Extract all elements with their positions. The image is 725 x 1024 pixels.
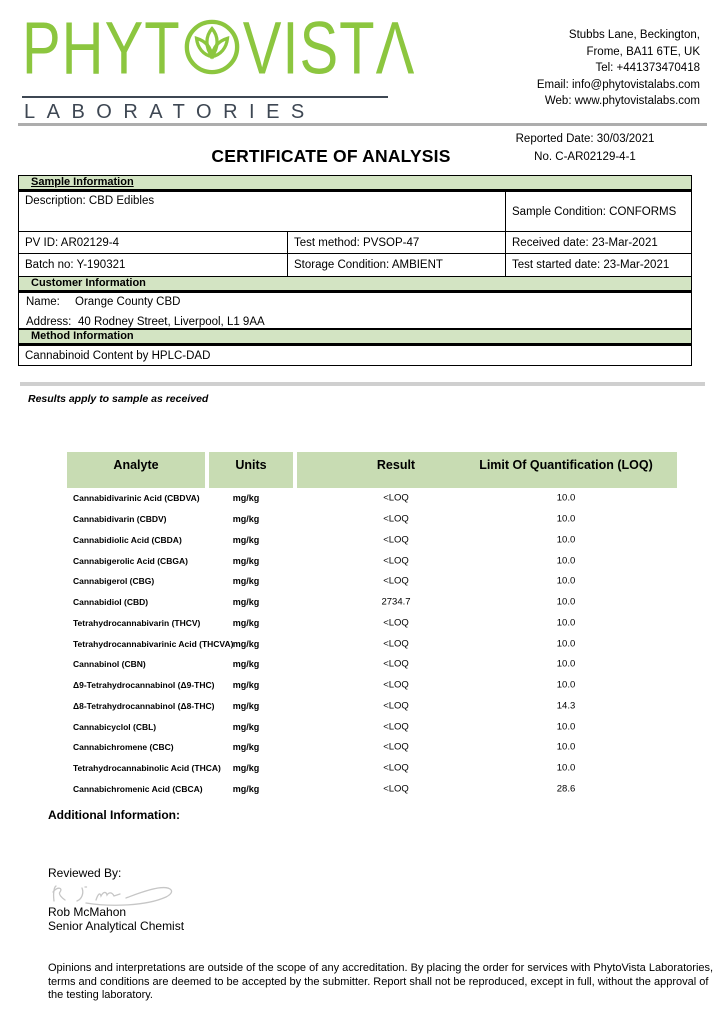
row-cell-analyte: Cannabidiol (CBD) — [73, 597, 149, 608]
row-cell-analyte: Tetrahydrocannabinolic Acid (THCA) — [73, 763, 221, 774]
cell-pv-id — [18, 231, 288, 254]
cell-test-started-date — [505, 253, 692, 277]
row-cell-loq: 10.0 — [556, 762, 576, 774]
contact-line: Tel: +441373470418 — [595, 62, 700, 74]
cell-storage-condition — [287, 253, 506, 277]
reviewer-title: Senior Analytical Chemist — [48, 919, 185, 933]
contact-line-email: Email: info@phytovistalabs.com — [536, 78, 700, 91]
cell-test-method — [287, 231, 506, 254]
section-title: Sample Information — [31, 176, 134, 188]
row-cell-units: mg/kg — [232, 742, 260, 753]
row-cell-analyte: Cannabichromene (CBC) — [73, 742, 174, 753]
row-cell-loq: 10.0 — [556, 492, 576, 504]
row-cell-units: mg/kg — [232, 617, 260, 628]
contact-line: Frome, BA11 6TE, UK — [586, 45, 700, 58]
test-started-date-text: Test started date: 23-Mar-2021 — [512, 259, 670, 271]
row-cell-loq: 10.0 — [556, 596, 576, 608]
leaf-in-circle-icon — [183, 18, 241, 80]
table-row — [60, 779, 680, 800]
method-text: Cannabinoid Content by HPLC-DAD — [25, 349, 211, 362]
section-title: Method Information — [31, 330, 134, 342]
row-cell-result: <LOQ — [383, 575, 409, 587]
customer-name-value: Orange County CBD — [75, 296, 181, 308]
table-row — [60, 716, 680, 737]
row-cell-result: <LOQ — [383, 492, 409, 504]
logo-text-lambda-a: Λ — [375, 6, 416, 90]
row-cell-analyte: Tetrahydrocannabivarinic Acid (THCVA) — [73, 638, 234, 649]
row-cell-loq: 28.6 — [556, 783, 576, 795]
table-row — [60, 675, 680, 696]
section-header-sample-information — [18, 175, 692, 191]
table-row — [60, 571, 680, 592]
footer-line: the testing laboratory. — [48, 989, 153, 1001]
row-cell-units: mg/kg — [232, 783, 260, 794]
row-cell-units: mg/kg — [232, 763, 260, 774]
row-cell-analyte: Cannabigerolic Acid (CBGA) — [73, 555, 188, 566]
row-cell-analyte: Tetrahydrocannabivarin (THCV) — [73, 617, 201, 628]
test-method-text: Test method: PVSOP-47 — [294, 236, 420, 249]
received-date-text: Received date: 23-Mar-2021 — [512, 236, 658, 249]
row-cell-analyte: Cannabidiolic Acid (CBDA) — [73, 534, 182, 545]
table-row — [60, 737, 680, 758]
reviewed-by-label: Reviewed By: — [48, 866, 122, 880]
row-cell-units: mg/kg — [232, 680, 260, 691]
reviewer-name: Rob McMahon — [48, 905, 127, 919]
row-cell-result: <LOQ — [383, 783, 409, 795]
logo-text-vist: VIST — [242, 6, 376, 90]
row-cell-loq: 14.3 — [556, 700, 576, 712]
batch-no-text: Batch no: Y-190321 — [25, 259, 126, 271]
customer-address-label: Address: — [26, 316, 72, 328]
row-cell-units: mg/kg — [232, 700, 260, 711]
row-cell-loq: 10.0 — [556, 638, 576, 650]
page-title: CERTIFICATE OF ANALYSIS — [211, 146, 451, 166]
row-cell-loq: 10.0 — [556, 513, 576, 525]
row-cell-units: mg/kg — [232, 659, 260, 670]
footer-line: terms and conditions are deemed to be accepted by the submitter. Report shall not be reproduced, except in full, without the approval of — [48, 975, 709, 988]
row-cell-units: mg/kg — [232, 721, 260, 732]
customer-name-label: Name: — [26, 296, 60, 308]
row-cell-result: <LOQ — [383, 658, 409, 670]
column-header-result: Result — [376, 458, 416, 472]
table-row — [60, 654, 680, 675]
row-cell-analyte: Cannabidivarinic Acid (CBDVA) — [73, 493, 200, 504]
row-cell-loq: 10.0 — [556, 555, 576, 567]
row-cell-analyte: Δ8-Tetrahydrocannabinol (Δ8-THC) — [73, 700, 215, 711]
row-cell-result: <LOQ — [383, 555, 409, 567]
column-header-loq: Limit Of Quantification (LOQ) — [479, 458, 653, 472]
additional-information-label: Additional Information: — [48, 808, 180, 822]
contact-line-web: Web: www.phytovistalabs.com — [544, 95, 700, 107]
row-cell-result: 2734.7 — [381, 596, 411, 608]
row-cell-units: mg/kg — [232, 597, 260, 608]
row-cell-units: mg/kg — [232, 555, 260, 566]
footer-line: Opinions and interpretations are outside of the scope of any accreditation. By placing the order for services with PhytoVista Laboratories, — [48, 962, 714, 974]
table-row — [60, 696, 680, 717]
row-cell-loq: 10.0 — [556, 721, 576, 733]
row-cell-analyte: Cannabinol (CBN) — [73, 659, 146, 670]
cell-method — [18, 345, 692, 366]
results-rows — [60, 488, 680, 799]
row-cell-units: mg/kg — [232, 576, 260, 587]
row-cell-units: mg/kg — [232, 638, 260, 649]
section-header-customer-information — [18, 276, 692, 292]
logo-subtitle: LABORATORIES — [24, 101, 316, 123]
table-row — [60, 758, 680, 779]
row-cell-loq: 10.0 — [556, 741, 576, 753]
cell-received-date — [505, 231, 692, 254]
row-cell-loq: 10.0 — [556, 617, 576, 629]
row-cell-loq: 10.0 — [556, 679, 576, 691]
report-number: No. C-AR02129-4-1 — [534, 151, 636, 163]
section-title: Customer Information — [31, 277, 146, 289]
storage-condition-text: Storage Condition: AMBIENT — [294, 259, 443, 271]
table-row — [60, 509, 680, 530]
row-cell-analyte: Δ9-Tetrahydrocannabinol (Δ9-THC) — [73, 680, 215, 691]
contact-line: Stubbs Lane, Beckington, — [568, 29, 700, 41]
logo — [22, 6, 416, 90]
table-row — [60, 592, 680, 613]
row-cell-loq: 10.0 — [556, 575, 576, 587]
logo-text-phyt: PHYT — [22, 6, 181, 90]
header-rule — [18, 123, 707, 126]
table-row — [60, 530, 680, 551]
column-header-analyte: Analyte — [113, 458, 159, 472]
row-cell-analyte: Cannabichromenic Acid (CBCA) — [73, 783, 203, 794]
row-cell-result: <LOQ — [383, 513, 409, 525]
row-cell-result: <LOQ — [383, 617, 409, 629]
lab-contact-block — [537, 27, 700, 110]
cell-description — [18, 191, 506, 232]
description-text: Description: CBD Edibles — [25, 195, 155, 207]
table-row — [60, 550, 680, 571]
cell-sample-condition — [505, 191, 692, 232]
customer-address-value: 40 Rodney Street, Liverpool, L1 9AA — [78, 316, 265, 328]
row-cell-analyte: Cannabidivarin (CBDV) — [73, 514, 167, 525]
pv-id-text: PV ID: AR02129-4 — [25, 236, 119, 249]
table-row — [60, 613, 680, 634]
row-cell-units: mg/kg — [232, 534, 260, 545]
table-row — [60, 488, 680, 509]
row-cell-result: <LOQ — [383, 762, 409, 774]
row-cell-result: <LOQ — [383, 638, 409, 650]
section-divider — [20, 382, 705, 386]
section-header-method-information — [18, 329, 692, 345]
row-cell-result: <LOQ — [383, 721, 409, 733]
table-row — [60, 633, 680, 654]
row-cell-loq: 10.0 — [556, 658, 576, 670]
row-cell-result: <LOQ — [383, 679, 409, 691]
results-note: Results apply to sample as received — [28, 393, 209, 405]
row-cell-units: mg/kg — [232, 514, 260, 525]
row-cell-loq: 10.0 — [556, 534, 576, 546]
row-cell-analyte: Cannabigerol (CBG) — [73, 576, 155, 587]
reported-date: Reported Date: 30/03/2021 — [515, 133, 655, 145]
row-cell-result: <LOQ — [383, 534, 409, 546]
column-header-units: Units — [235, 458, 267, 472]
cell-batch-no — [18, 253, 288, 277]
sample-condition-text: Sample Condition: CONFORMS — [512, 205, 677, 218]
row-cell-analyte: Cannabicyclol (CBL) — [73, 721, 157, 732]
logo-divider-line — [22, 96, 388, 98]
row-cell-result: <LOQ — [383, 700, 409, 712]
footer-disclaimer — [48, 962, 713, 1003]
row-cell-units: mg/kg — [232, 493, 260, 504]
row-cell-result: <LOQ — [383, 741, 409, 753]
